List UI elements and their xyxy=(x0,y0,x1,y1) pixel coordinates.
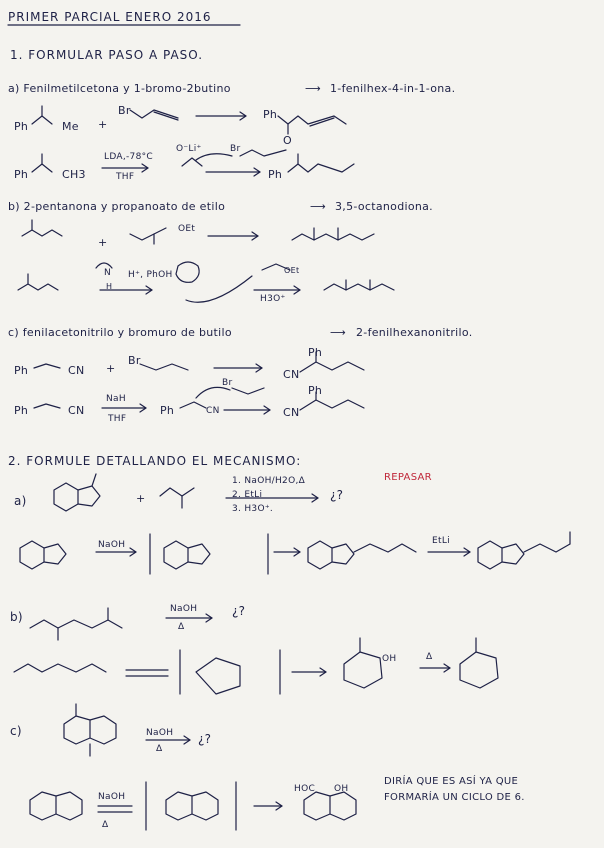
q1c-prod-ph2: Ph xyxy=(308,384,323,397)
q2a-indanone-ring xyxy=(78,486,100,506)
q1b-curved-arrow xyxy=(186,276,252,302)
q1b-amine: H⁺, PhOH xyxy=(128,270,173,280)
q1c-ph3: Ph xyxy=(160,404,175,417)
q2b-label: b) xyxy=(10,610,23,624)
q1c-ph: Ph xyxy=(14,364,29,377)
q1c-plus: + xyxy=(106,362,116,375)
q2b-oh: OH xyxy=(382,654,397,664)
q1a-product: 1-fenilhex-4-in-1-ona. xyxy=(330,82,456,95)
section2-title: 2. FORMULE DETALLANDO EL MECANISMO: xyxy=(8,454,302,468)
q2a-enolate xyxy=(164,541,188,569)
q2a-mech-benzene xyxy=(20,541,44,569)
q1c-curved-arrow xyxy=(196,387,230,398)
q1c-product-2 xyxy=(300,400,364,410)
q1a-statement: a) Fenilmetilcetona y 1-bromo-2butino xyxy=(8,82,231,95)
q2c-oh: OH xyxy=(334,784,349,794)
q2a-etli: EtLi xyxy=(432,536,450,546)
q2c-query: ¿? xyxy=(198,732,212,746)
q2b-diketone-2 xyxy=(14,664,106,672)
q1a-arrow: ⟶ xyxy=(305,82,322,95)
q2a-step1: 1. NaOH/H2O,Δ xyxy=(232,476,306,486)
q1a-ch3: CH3 xyxy=(62,168,86,181)
q1c-cn2: CN xyxy=(68,404,85,417)
q1b-pentanone-2 xyxy=(18,284,58,290)
q1c-product xyxy=(300,362,364,372)
q1a-product-skeleton-2 xyxy=(288,164,354,172)
q2b-intermediate xyxy=(196,658,240,694)
q1a-br: Br xyxy=(118,104,131,117)
q2c-decalin-2-left xyxy=(30,792,56,820)
q2a-step3: 3. H3O⁺. xyxy=(232,504,274,514)
q2c-enolate xyxy=(166,792,192,820)
q2c-label: c) xyxy=(10,724,22,738)
q2b-query: ¿? xyxy=(232,604,246,618)
q1c-prod-cn2: CN xyxy=(283,406,300,419)
q2a-indanone-benzene xyxy=(54,483,78,511)
q2a-label: a) xyxy=(14,494,27,508)
q2b-enone xyxy=(460,652,498,688)
q1b-statement: b) 2-pentanona y propanoato de etilo xyxy=(8,200,226,213)
q1b-pyrrolidine xyxy=(96,263,112,268)
q1b-product: 3,5-octanodiona. xyxy=(335,200,433,213)
q2a-naoh: NaOH xyxy=(98,540,126,550)
q2c-naoh2: NaOH xyxy=(98,792,126,802)
q1a-ketone-skeleton xyxy=(32,116,52,124)
q1c-carbanion xyxy=(180,402,206,408)
q1c-nitrile xyxy=(34,364,60,368)
q1b-plus: + xyxy=(98,236,108,249)
q2c-decalin-right xyxy=(90,716,116,744)
q1b-h3o: H3O⁺ xyxy=(260,294,286,304)
q1a-product-ph: Ph xyxy=(263,108,278,121)
q1a-enolate: O⁻Li⁺ xyxy=(176,144,202,154)
q1a-ph3: Ph xyxy=(268,168,283,181)
q1c-br: Br xyxy=(128,354,141,367)
q1b-arrow: ⟶ xyxy=(310,200,327,213)
q2a-note: REPASAR xyxy=(384,472,432,483)
q1a-ph2: Ph xyxy=(14,168,29,181)
q2a-query: ¿? xyxy=(330,488,344,502)
q1a-product-skeleton xyxy=(278,116,346,124)
q2b-aldol-product xyxy=(344,652,382,688)
q1b-enamine-ring xyxy=(176,262,199,282)
q2a-final-chain xyxy=(524,544,570,552)
q2a-final xyxy=(478,541,502,569)
q2a-plus: + xyxy=(136,492,146,505)
q1a-enolate xyxy=(182,158,202,166)
q1c-arrow: ⟶ xyxy=(330,326,347,339)
q1c-naoh: NaH xyxy=(106,394,126,404)
q1a-solvent: THF xyxy=(116,172,135,182)
q1c-butylbromide xyxy=(140,364,188,370)
q1a-curved-arrow xyxy=(196,154,232,160)
q1b-h: H xyxy=(106,282,113,291)
q2c-hoc: HOC xyxy=(294,784,316,794)
q1b-oet: OEt xyxy=(178,224,196,234)
q1c-ph2: Ph xyxy=(14,404,29,417)
q1a-ph: Ph xyxy=(14,120,29,133)
q2c-product xyxy=(304,792,330,820)
page-title: PRIMER PARCIAL ENERO 2016 xyxy=(8,10,212,24)
q1a-reagent: LDA,-78°C xyxy=(104,152,153,162)
q2a-adduct xyxy=(308,541,332,569)
q1c-statement: c) fenilacetonitrilo y bromuro de butilo xyxy=(8,326,232,339)
q1a-butyne-2 xyxy=(240,150,286,156)
q1a-plus: + xyxy=(98,118,108,131)
q2c-delta: Δ xyxy=(156,744,163,754)
q2c-decalin-left xyxy=(64,716,90,744)
q2c-naoh: NaOH xyxy=(146,728,174,738)
section1-title: 1. FORMULAR PASO A PASO. xyxy=(10,48,204,62)
q2a-mvk xyxy=(160,488,194,496)
q2c-delta2: Δ xyxy=(102,820,109,830)
q2b-diketone xyxy=(30,620,122,628)
q1b-pentanone xyxy=(22,230,62,236)
q2b-delta2: Δ xyxy=(426,652,433,662)
q1b-diketone-2 xyxy=(324,284,394,290)
q1a-butyne xyxy=(130,110,178,118)
q1c-cn3: CN xyxy=(206,406,220,416)
q1b-ester-2 xyxy=(262,264,290,270)
q1c-prod-cn: CN xyxy=(283,368,300,381)
q1c-product: 2-fenilhexanonitrilo. xyxy=(356,326,473,339)
q1a-br2: Br xyxy=(230,144,241,154)
q1c-prod-ph: Ph xyxy=(308,346,323,359)
q2a-step2: 2. EtLi xyxy=(232,490,263,500)
q2c-comment-1: DIRÍA QUE ES ASÍ YA QUE xyxy=(384,776,519,787)
q1c-cn: CN xyxy=(68,364,85,377)
q1c-nitrile-2 xyxy=(34,404,60,408)
q1c-butyl-2 xyxy=(232,388,264,394)
q1b-oet2: OEt xyxy=(284,266,300,275)
q1c-thf: THF xyxy=(108,414,127,424)
q1b-diketone xyxy=(292,234,374,240)
q1a-product-o: O xyxy=(283,134,292,147)
q2c-comment-2: FORMARÍA UN CICLO DE 6. xyxy=(384,792,525,803)
q2a-adduct-chain xyxy=(354,544,416,552)
q1a-ketone-skeleton-2 xyxy=(32,164,52,172)
q1b-n: N xyxy=(104,268,112,278)
q2b-delta: Δ xyxy=(178,622,185,632)
q1c-br2: Br xyxy=(222,378,233,388)
q1a-me: Me xyxy=(62,120,79,133)
q2b-naoh: NaOH xyxy=(170,604,198,614)
q1b-ester xyxy=(130,228,166,240)
